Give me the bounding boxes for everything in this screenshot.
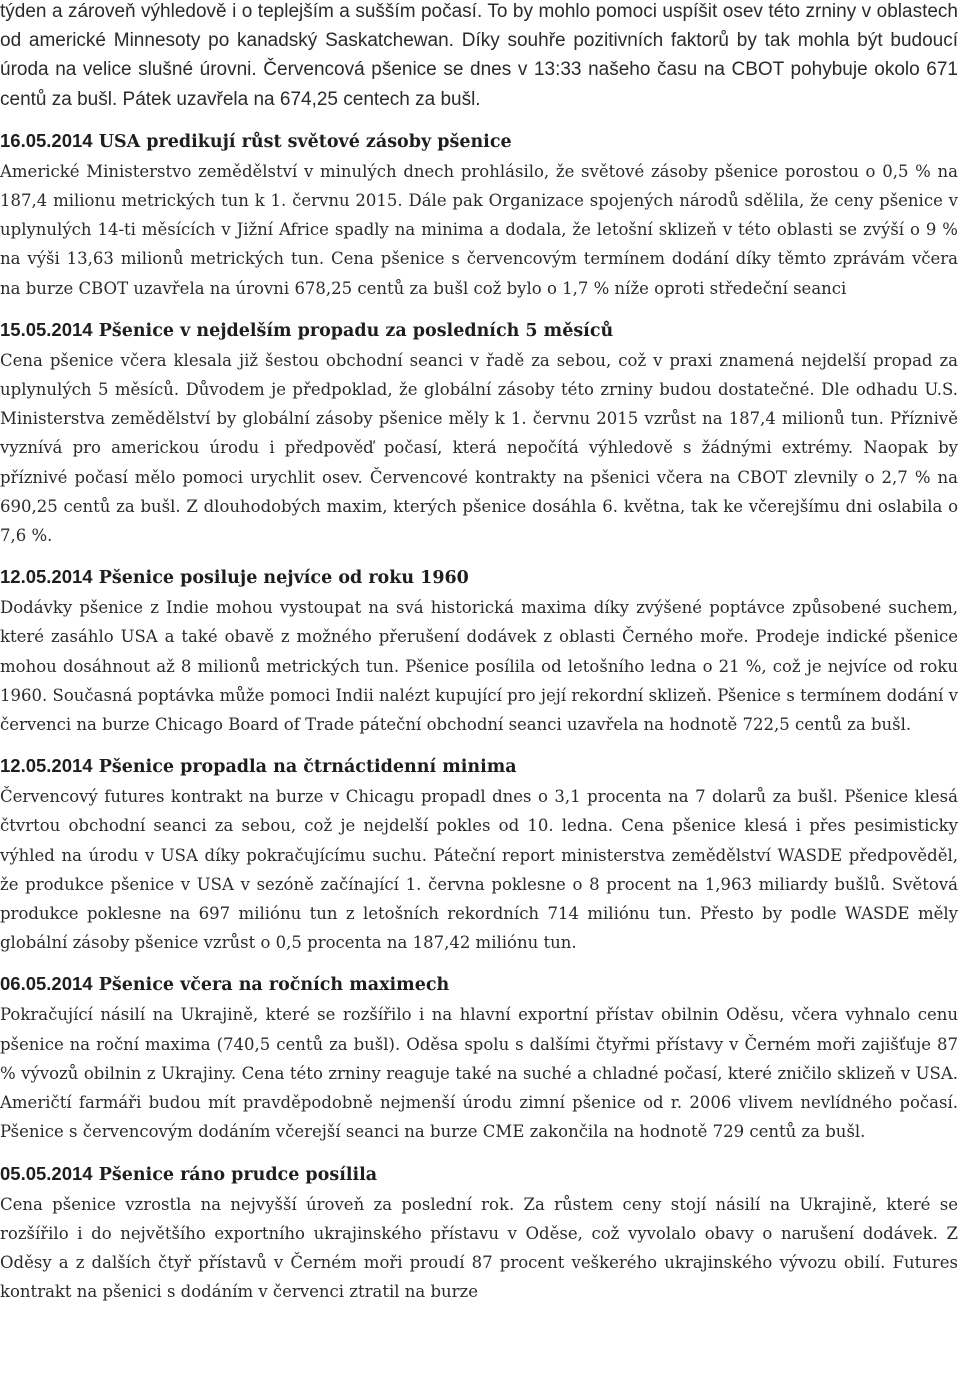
article-date: 12.05.2014 bbox=[0, 755, 93, 777]
article-date: 06.05.2014 bbox=[0, 973, 93, 995]
news-article-2 bbox=[0, 315, 958, 550]
article-body: Dodávky pšenice z Indie mohou vystoupat na svá historická maxima díky zvýšené poptávce způsobené suchem, které zasáhlo USA a také obavě z možného přerušení dodávek z oblasti Černého moře. Prodeje indické pšenice mohou dosáhnout až 8 milionů metrických tun. Pšenice posílila od letošního ledna o 21 %, což je nejvíce od roku 1960. Současná poptávka může pomoci Indii nalézt kupující pro její rekordní sklizeň. Pšenice s termínem dodání v červenci na burze Chicago Board of Trade páteční obchodní seanci uzavřela na hodnotě 722,5 centů za bušl. bbox=[0, 598, 958, 735]
article-body: Cena pšenice včera klesala již šestou obchodní seanci v řadě za sebou, což v praxi znamená nejdelší propad za uplynulých 5 měsíců. Důvodem je předpoklad, že globální zásoby této zrniny budou dostatečné. Dle odhadu U.S. Ministerstva zemědělství by globální zásoby pšenice měly k 1. červnu 2015 vzrůst na 187,4 milionů tun. Příznivě vyznívá pro americkou úrodu i předpověď počasí, která nepočítá výhledově s žádnými extrémy. Naopak by příznivé počasí mělo pomoci urychlit osev. Červencové kontrakty na pšenici včera na CBOT zlevnily o 2,7 % na 690,25 centů za bušl. Z dlouhodobých maxim, kterých pšenice dosáhla 6. května, tak ke včerejšímu dni oslabila o 7,6 %. bbox=[0, 350, 958, 546]
article-body: Červencový futures kontrakt na burze v Chicagu propadl dnes o 3,1 procenta na 7 dolarů za bušl. Pšenice klesá čtvrtou obchodní seanci za sebou, což je nejdelší pokles od 10. ledna. Cena pšenice klesá i přes pesimisticky výhled na úrodu v USA díky pokračujícímu suchu. Páteční report ministerstva zemědělství WASDE předpověděl, že produkce pšenice v USA v sezóně začínající 1. června poklesne o 8 procent na 1,963 miliardy bušlů. Světová produkce poklesne na 697 miliónu tun z letošních rekordních 714 miliónu tun. Přesto by podle WASDE měly globální zásoby pšenice vzrůst o 0,5 procenta na 187,42 miliónu tun. bbox=[0, 787, 958, 953]
article-title: USA predikují růst světové zásoby pšenice bbox=[98, 131, 512, 152]
article-date: 15.05.2014 bbox=[0, 318, 93, 340]
article-title: Pšenice posiluje nejvíce od roku 1960 bbox=[98, 568, 469, 589]
article-title: Pšenice včera na ročních maximech bbox=[98, 975, 450, 996]
article-title: Pšenice propadla na čtrnáctidenní minima bbox=[98, 757, 517, 778]
article-body: Americké Ministerstvo zemědělství v minulých dnech prohlásilo, že světové zásoby pšenice porostou o 0,5 % na 187,4 milionu metrických tun k 1. červnu 2015. Dále pak Organizace spojených národů sdělila, že ceny pšenice v uplynulých 14-ti měsících v Jižní Africe spadly na minima a dodala, že letošní sklizeň v této oblasti se zvýší o 9 % na výši 13,63 milionů metrických tun. Cena pšenice s červencovým termínem dodání díky těmto zprávám včera na burze CBOT uzavřela na úrovni 678,25 centů za bušl což bylo o 1,7 % níže oproti středeční seanci bbox=[0, 161, 958, 298]
article-body: Cena pšenice vzrostla na nejvyšší úroveň za poslední rok. Za růstem ceny stojí násilí na Ukrajině, které se rozšířilo i do největšího exportního ukrajinského přístavu v Oděse, což vyvolalo obavy o narušení dodávek. Z Oděsy a z dalších čtyř přístavů v Černém moři proudí 87 procent veškerého ukrajinského vývozu obilí. Futures kontrakt na pšenici s dodáním v červenci ztratil na burze bbox=[0, 1194, 958, 1302]
article-heading bbox=[0, 1159, 958, 1190]
intro-paragraph: týden a zároveň výhledově i o teplejším a sušším počasí. To by mohlo pomoci uspíšit osev této zrniny v oblastech od americké Minnesoty po kanadský Saskatchewan. Díky souhře pozitivních faktorů by tak mohla být budoucí úroda na velice slušné úrovni. Červencová pšenice se dnes v 13:33 našeho času na CBOT pohybuje okolo 671 centů za bušl. Pátek uzavřela na 674,25 centech za bušl. bbox=[0, 1, 958, 110]
article-date: 05.05.2014 bbox=[0, 1162, 93, 1184]
article-body: Pokračující násilí na Ukrajině, které se rozšířilo i na hlavní exportní přístav obilnin Oděsu, včera vyhnalo cenu pšenice na roční maxima (740,5 centů za bušl). Oděsa spolu s dalšími čtyřmi přístavy v Černém moři zajišťuje 87 % vývozů obilnin z Ukrajiny. Cena této zrniny reaguje také na suché a chladné počasí, které zničilo sklizeň v USA. Američtí farmáři budou mít pravděpodobně nejmenší úrodu zimní pšenice od r. 2006 vlivem nevlídného počasí. Pšenice s červencovým dodáním včerejší seanci na burze CME zakončila na hodnotě 729 centů za bušl. bbox=[0, 1005, 958, 1142]
article-date: 12.05.2014 bbox=[0, 566, 93, 588]
article-heading bbox=[0, 315, 958, 346]
news-article-6 bbox=[0, 1159, 958, 1307]
article-date: 16.05.2014 bbox=[0, 129, 93, 151]
article-heading bbox=[0, 562, 958, 593]
article-heading bbox=[0, 969, 958, 1000]
news-article-1 bbox=[0, 126, 958, 303]
article-heading bbox=[0, 751, 958, 782]
article-heading bbox=[0, 126, 958, 157]
news-article-3 bbox=[0, 562, 958, 739]
article-title: Pšenice v nejdelším propadu za posledních 5 měsíců bbox=[98, 320, 614, 341]
news-article-5 bbox=[0, 969, 958, 1146]
article-title: Pšenice ráno prudce posílila bbox=[98, 1164, 378, 1185]
news-article-4 bbox=[0, 751, 958, 957]
